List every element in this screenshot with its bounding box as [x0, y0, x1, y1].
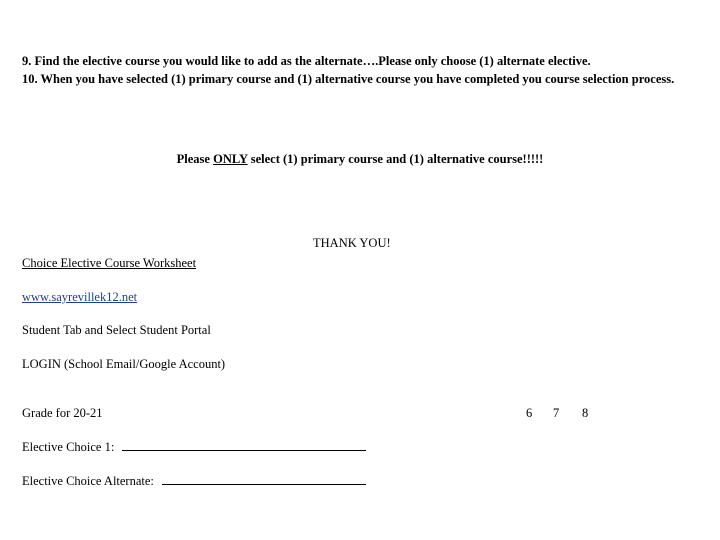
notice-line [0, 152, 720, 167]
notice-only-emphasis: ONLY [213, 152, 248, 166]
elective-choice-blank[interactable] [122, 439, 366, 451]
website-link[interactable]: www.sayrevillek12.net [22, 290, 138, 304]
grade-option-7[interactable]: 7 [553, 406, 560, 420]
notice-after: select (1) primary course and (1) alternative course!!!!! [247, 152, 544, 166]
instruction-step-9: 9. Find the elective course you would like to add as the alternate….Please only choose (1) alternate elective. [22, 54, 591, 68]
worksheet-title: Choice Elective Course Worksheet [22, 256, 197, 270]
elective-choice-label: Elective Choice 1: [22, 440, 115, 454]
login-step: LOGIN (School Email/Google Account) [22, 357, 226, 371]
instruction-step-10: 10. When you have selected (1) primary course and (1) alternative course you have completed you course selection process. [22, 72, 675, 86]
elective-alternate-row [22, 473, 366, 489]
elective-choice-row [22, 439, 366, 455]
notice-before: Please [176, 152, 214, 166]
thank-you-text: THANK YOU! [313, 236, 391, 250]
grade-option-8[interactable]: 8 [582, 406, 589, 420]
grade-option-6[interactable]: 6 [526, 406, 533, 420]
grade-label: Grade for 20-21 [22, 406, 103, 420]
elective-alternate-label: Elective Choice Alternate: [22, 474, 154, 488]
portal-step: Student Tab and Select Student Portal [22, 323, 211, 337]
elective-alternate-blank[interactable] [162, 473, 366, 485]
